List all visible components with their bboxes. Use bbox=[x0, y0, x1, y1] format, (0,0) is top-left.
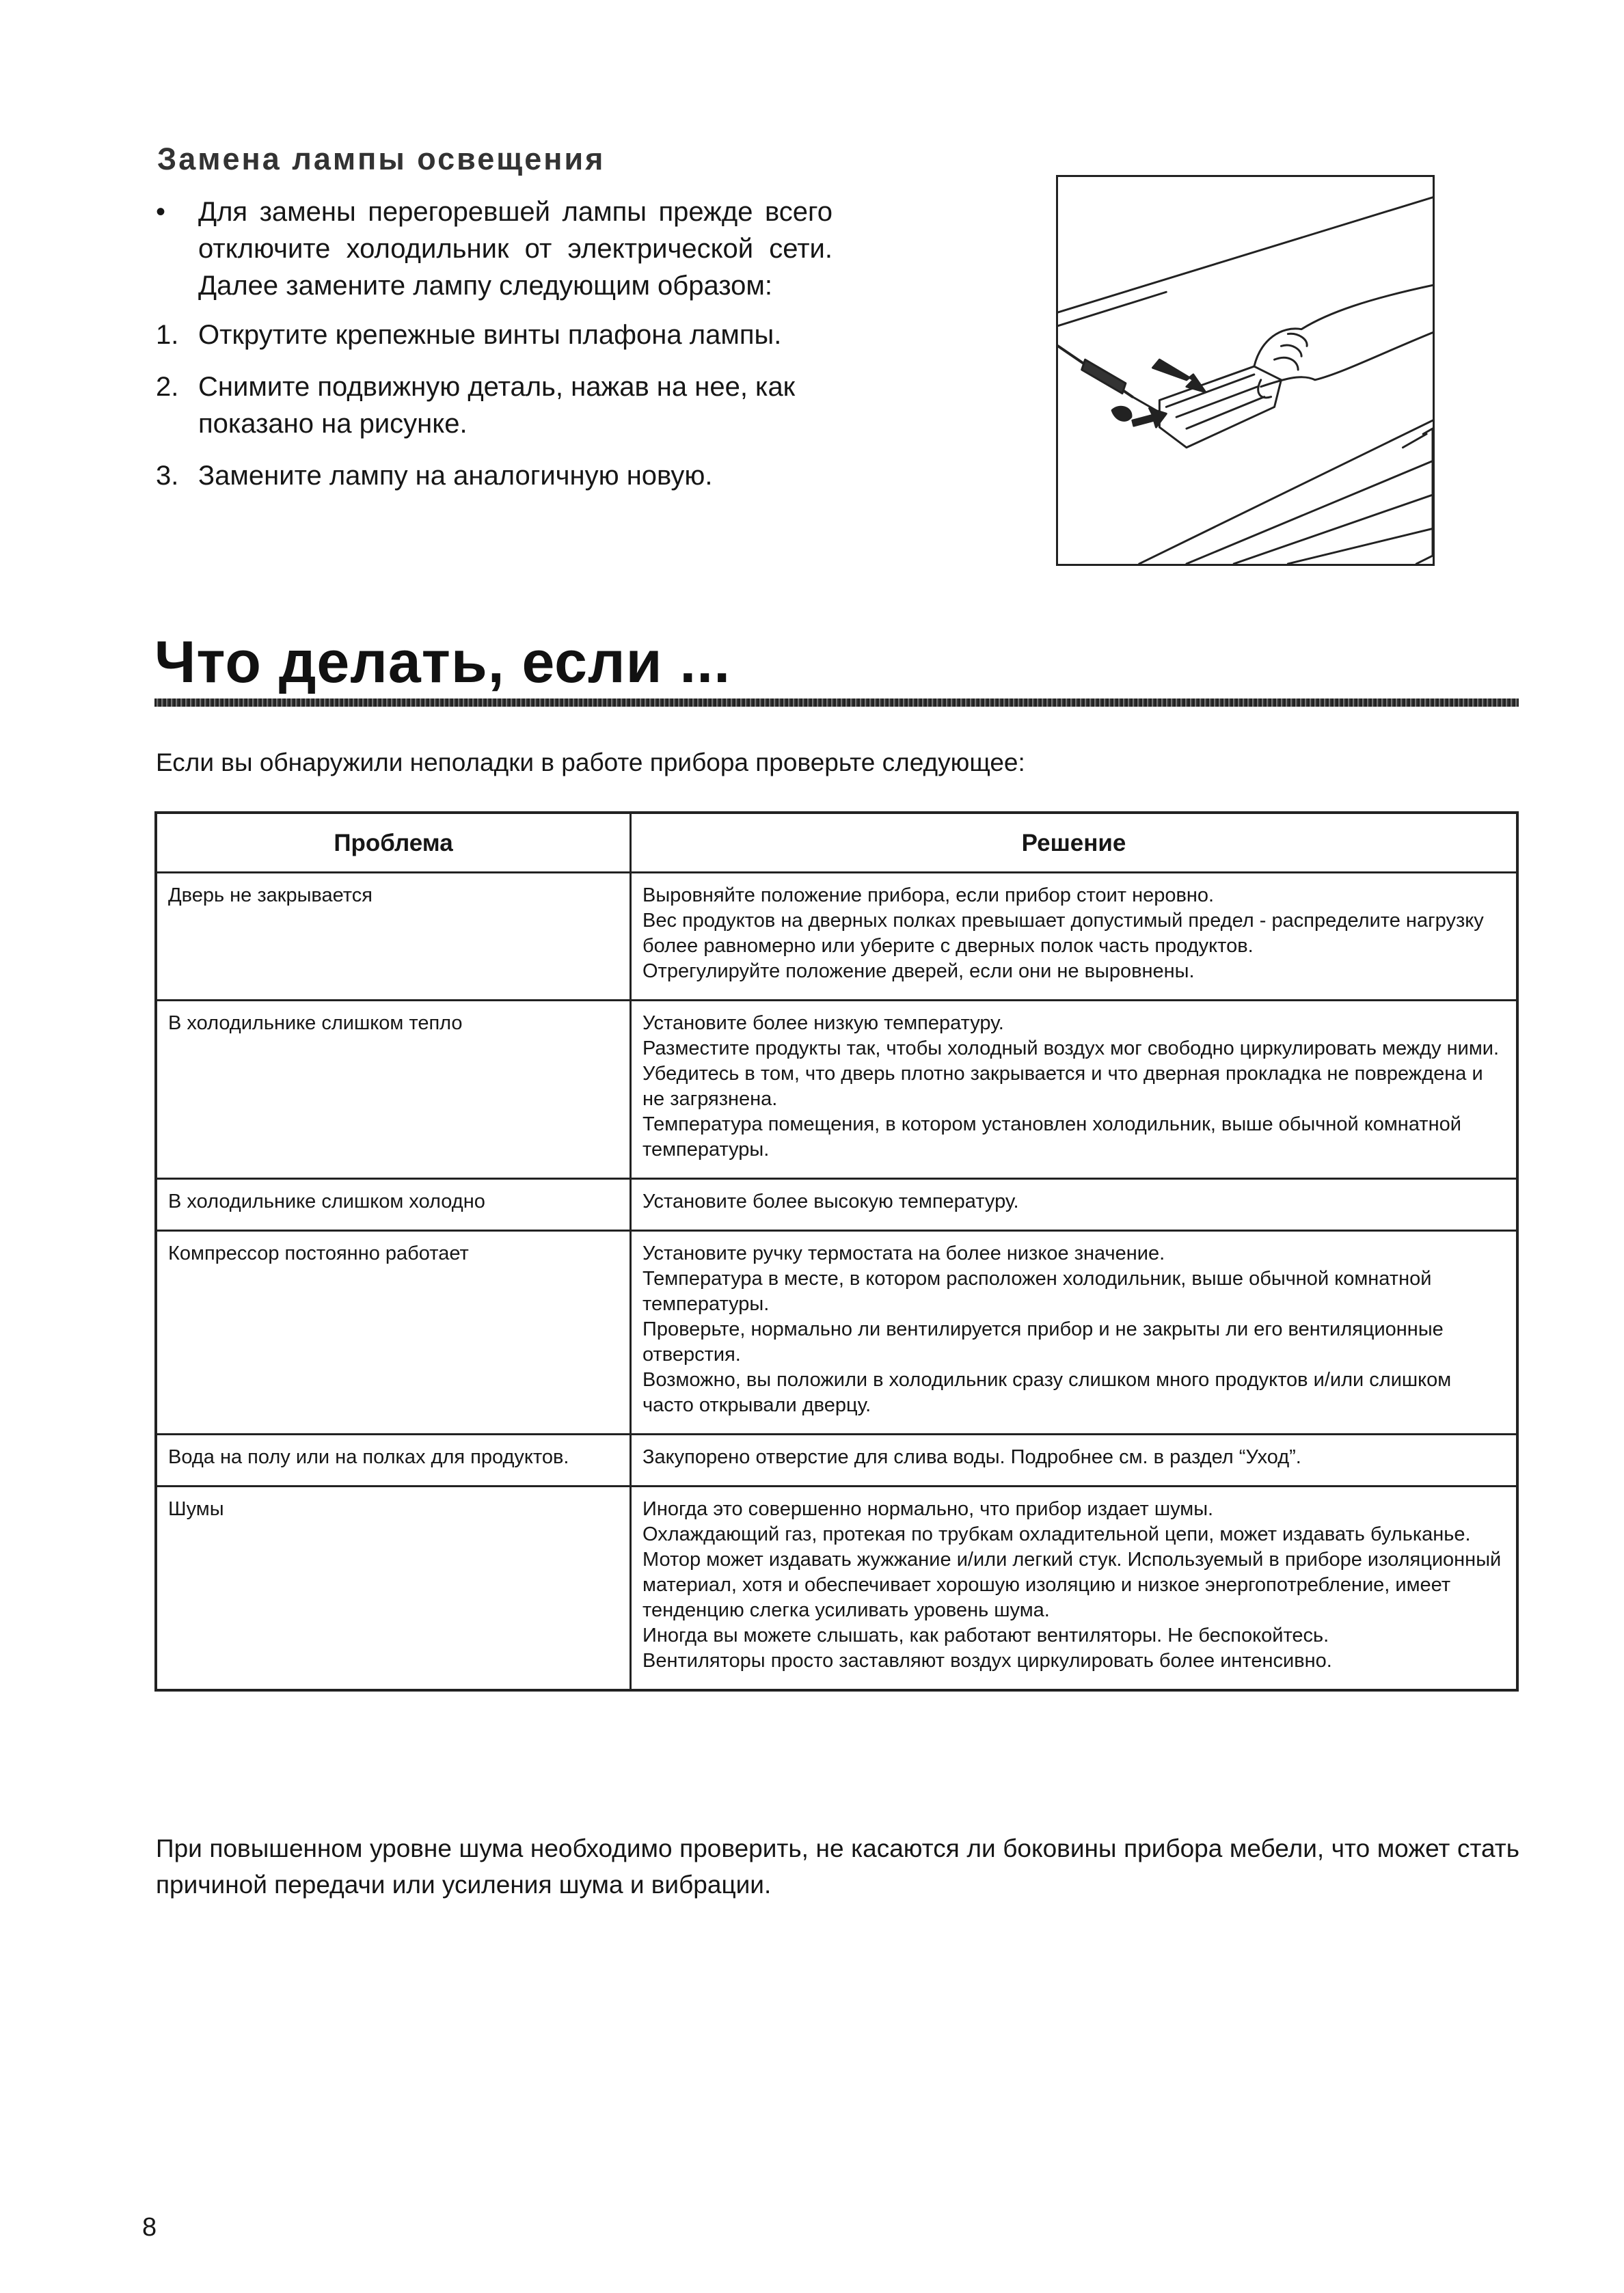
solution-cell bbox=[631, 1231, 1518, 1435]
step-item bbox=[156, 316, 833, 353]
section-divider bbox=[154, 698, 1519, 707]
table-row bbox=[156, 1179, 1517, 1231]
solution-line: Установите более низкую температуру. bbox=[642, 1012, 1004, 1034]
solution-line: Возможно, вы положили в холодильник сразу слишком много продуктов и/или слишком часто открывали дверцу. bbox=[642, 1369, 1452, 1416]
problem-cell: В холодильнике слишком холодно bbox=[156, 1179, 631, 1231]
solution-line: Температура в месте, в котором расположен холодильник, выше обычной комнатной температуры. bbox=[642, 1268, 1432, 1315]
noise-note: При повышенном уровне шума необходимо проверить, не касаются ли боковины прибора мебели, что может стать причиной передачи или усиления шума и вибрации. bbox=[156, 1834, 1519, 1899]
solution-cell bbox=[631, 873, 1518, 1001]
step-text: Замените лампу на аналогичную новую. bbox=[198, 461, 713, 491]
solution-line: Установите ручку термостата на более низкое значение. bbox=[642, 1243, 1165, 1264]
solution-cell bbox=[631, 1179, 1518, 1231]
problem-cell: Компрессор постоянно работает bbox=[156, 1231, 631, 1435]
table-row bbox=[156, 1435, 1517, 1487]
problem-cell: Дверь не закрывается bbox=[156, 873, 631, 1001]
solution-line: Разместите продукты так, чтобы холодный воздух мог свободно циркулировать между ними. bbox=[642, 1037, 1500, 1059]
lamp-instructions bbox=[156, 193, 833, 494]
problem-cell: Шумы bbox=[156, 1487, 631, 1691]
section-title: Что делать, если ... bbox=[154, 629, 731, 695]
bullet-icon: • bbox=[156, 197, 166, 227]
troubleshooting-intro: Если вы обнаружили неполадки в работе прибора проверьте следующее: bbox=[156, 748, 1025, 776]
solution-line: Иногда вы можете слышать, как работают вентиляторы. Не беспокойтесь. bbox=[642, 1625, 1329, 1646]
solution-line: Закупорено отверстие для слива воды. Подробнее см. в раздел “Уход”. bbox=[642, 1446, 1301, 1468]
table-row bbox=[156, 1487, 1517, 1691]
solution-line: Мотор может издавать жужжание и/или легкий стук. Используемый в приборе изоляционный материал, хотя и обеспечивает хорошую изоляцию и низкое энергопотребление, имеет тенденцию слегка усиливать уровень шума. bbox=[642, 1549, 1502, 1621]
table-row bbox=[156, 1231, 1517, 1435]
table-row bbox=[156, 873, 1517, 1001]
troubleshooting-table bbox=[154, 811, 1519, 1692]
solution-line: Убедитесь в том, что дверь плотно закрывается и что дверная прокладка не повреждена и не загрязнена. bbox=[642, 1063, 1483, 1110]
step-number: 2. bbox=[156, 372, 179, 402]
step-item bbox=[156, 368, 833, 442]
bullet-text: Для замены перегоревшей лампы прежде всего отключите холодильник от электрической сети. Далее замените лампу следующим образом: bbox=[198, 197, 833, 301]
solution-line: Иногда это совершенно нормально, что прибор издает шумы. bbox=[642, 1498, 1214, 1520]
step-text: Снимите подвижную деталь, нажав на нее, как показано на рисунке. bbox=[198, 372, 796, 439]
solution-line: Проверьте, нормально ли вентилируется прибор и не закрыты ли его вентиляционные отверстия. bbox=[642, 1318, 1444, 1366]
solution-cell bbox=[631, 1001, 1518, 1179]
lamp-section-title: Замена лампы освещения bbox=[157, 141, 606, 176]
step-item bbox=[156, 457, 833, 494]
solution-line: Охлаждающий газ, протекая по трубкам охладительной цепи, может издавать бульканье. bbox=[642, 1523, 1471, 1545]
solution-line: Вес продуктов на дверных полках превышает допустимый предел - распределите нагрузку более равномерно или уберите с дверных полок часть продуктов. bbox=[642, 910, 1484, 957]
step-number: 1. bbox=[156, 320, 179, 350]
solution-column-header: Решение bbox=[631, 813, 1518, 873]
solution-line: Вентиляторы просто заставляют воздух циркулировать более интенсивно. bbox=[642, 1650, 1332, 1672]
solution-line: Выровняйте положение прибора, если прибор стоит неровно. bbox=[642, 884, 1215, 906]
solution-line: Отрегулируйте положение дверей, если они не выровнены. bbox=[642, 960, 1195, 982]
problem-cell: В холодильнике слишком тепло bbox=[156, 1001, 631, 1179]
solution-line: Установите более высокую температуру. bbox=[642, 1191, 1019, 1212]
step-text: Открутите крепежные винты плафона лампы. bbox=[198, 320, 782, 350]
lamp-replacement-illustration bbox=[1056, 175, 1435, 566]
steps-list bbox=[156, 316, 833, 494]
problem-cell: Вода на полу или на полках для продуктов. bbox=[156, 1435, 631, 1487]
solution-cell bbox=[631, 1487, 1518, 1691]
page-number: 8 bbox=[142, 2213, 157, 2242]
table-header-row bbox=[156, 813, 1517, 873]
step-number: 3. bbox=[156, 461, 179, 491]
solution-line: Температура помещения, в котором установлен холодильник, выше обычной комнатной температуры. bbox=[642, 1113, 1461, 1161]
bullet-item bbox=[156, 193, 833, 304]
solution-cell bbox=[631, 1435, 1518, 1487]
table-row bbox=[156, 1001, 1517, 1179]
problem-column-header: Проблема bbox=[156, 813, 631, 873]
